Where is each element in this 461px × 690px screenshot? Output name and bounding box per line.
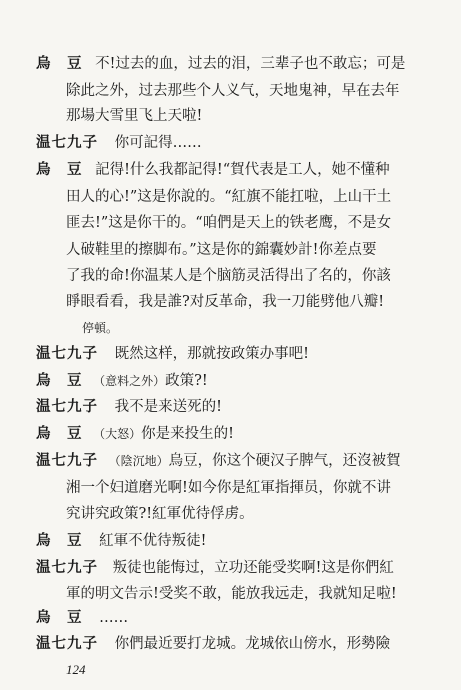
dialogue-line (66, 187, 391, 207)
dialogue-line (66, 81, 400, 101)
dialogue-text: 你是来投生的! (141, 426, 234, 442)
dialogue-line (36, 634, 390, 654)
speaker-name: 温七九子 (36, 134, 98, 151)
speaker-name: 烏 豆 (36, 372, 83, 389)
dialogue-text: 除此之外，过去那些个人义气，天地鬼神，早在去年 (66, 83, 400, 99)
speaker-name: 温七九子 (36, 635, 98, 652)
speaker-name: 温七九子 (36, 345, 98, 362)
dialogue-line (36, 133, 202, 153)
dialogue-text: 政策?! (165, 373, 208, 389)
dialogue-text: 既然这样，那就按政策办事吧! (114, 346, 309, 362)
dialogue-text: 人破鞋里的擦脚布。”这是你的錦囊妙計!你差点要 (66, 242, 377, 258)
dialogue-text: 匪去!”这是你干的。“咱們是天上的铁老鹰，不是女 (66, 215, 392, 231)
speaker-name: 温七九子 (36, 452, 98, 469)
speaker-name: 烏 豆 (36, 55, 83, 72)
stage-direction-inline: （陰沉地） (108, 454, 169, 468)
speaker-name: 烏 豆 (36, 532, 83, 549)
dialogue-text: 田人的心!”这是你說的。“紅旗不能扛啦，上山干土 (66, 189, 392, 205)
dialogue-line (36, 371, 208, 391)
dialogue-line (36, 397, 222, 417)
dialogue-line (66, 584, 397, 604)
dialogue-line (66, 106, 202, 126)
dialogue-line (36, 608, 128, 628)
dialogue-line (66, 504, 254, 524)
dialogue-line (36, 451, 401, 471)
dialogue-line (36, 160, 390, 180)
dialogue-line (66, 213, 391, 233)
dialogue-text: 叛徒也能悔过，立功还能受奖啊!这是你們紅 (112, 560, 394, 576)
dialogue-line (66, 292, 384, 312)
speaker-name: 温七九子 (36, 559, 98, 576)
dialogue-text: …… (99, 610, 129, 626)
stage-direction (82, 318, 118, 338)
dialogue-text: 烏豆，你这个硬汉子脾气，还沒被賀 (168, 453, 401, 469)
dialogue-text: 湘一个妇道磨光啊!如今你是紅軍指揮员，你就不讲 (66, 480, 391, 496)
dialogue-text: 究讲究政策?!紅軍优待俘虏。 (66, 506, 254, 522)
dialogue-text: 我不是来送死的! (114, 399, 222, 415)
dialogue-text: 記得!什么我都記得!“賀代表是工人，她不懂种 (95, 162, 390, 178)
dialogue-line (66, 478, 391, 498)
dialogue-line (36, 424, 234, 444)
speaker-name: 烏 豆 (36, 425, 83, 442)
dialogue-text: 你可記得…… (114, 135, 202, 151)
dialogue-line (36, 558, 394, 578)
dialogue-line (66, 240, 377, 260)
page-number: 124 (66, 662, 86, 677)
speaker-name: 烏 豆 (36, 161, 83, 178)
speaker-name: 温七九子 (36, 398, 98, 415)
dialogue-line (36, 344, 309, 364)
stage-direction-inline: （大怒） (93, 427, 142, 441)
dialogue-text: 軍的明文告示!受奖不敢，能放我远走，我就知足啦! (66, 586, 397, 602)
dialogue-text: 紅軍不优待叛徒! (99, 533, 207, 549)
dialogue-text: 你們最近要打龙城。龙城依山傍水，形勢險 (114, 636, 391, 652)
dialogue-text: 那場大雪里飞上天啦! (66, 108, 203, 124)
dialogue-line (36, 531, 206, 551)
dialogue-text: 了我的命!你温某人是个脑筋灵活得出了名的，你該 (66, 268, 391, 284)
stage-direction-text: 停頓。 (82, 321, 119, 335)
dialogue-text: 不!过去的血，过去的泪，三辈子也不敢忘；可是 (95, 56, 406, 72)
dialogue-text: 睜眼看看，我是誰?对反革命，我一刀能劈他八瓣! (66, 294, 385, 310)
dialogue-line (66, 266, 391, 286)
speaker-name: 烏 豆 (36, 609, 83, 626)
dialogue-line (36, 54, 405, 74)
stage-direction-inline: （意料之外） (93, 374, 166, 388)
